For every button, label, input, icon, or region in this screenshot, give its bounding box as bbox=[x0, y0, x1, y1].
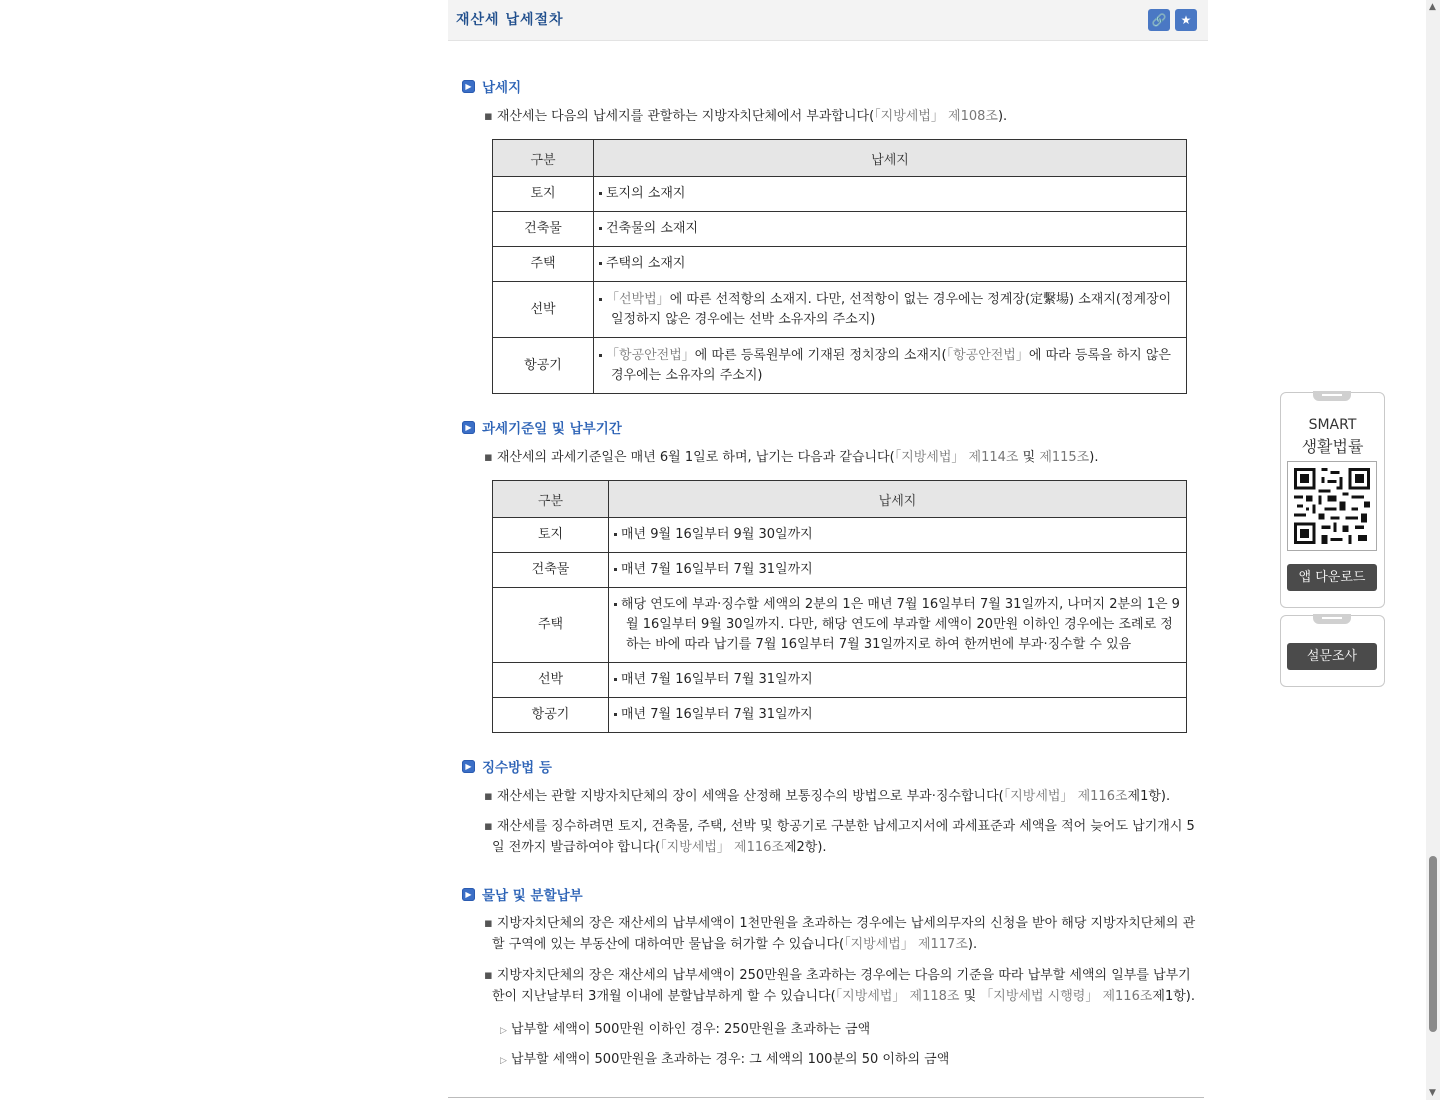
due-date-table bbox=[492, 480, 1187, 733]
arrow-right-icon: ▶ bbox=[462, 80, 475, 93]
arrow-right-icon: ▶ bbox=[462, 760, 475, 773]
law-link[interactable]: 「지방세법」 제116조 bbox=[660, 840, 784, 855]
section-2-intro: ▪ 재산세의 과세기준일은 매년 6월 1일로 하며, 납기는 다음과 같습니다(「지방세법」 제114조 및 제115조). bbox=[484, 450, 1099, 465]
table-row: 주택 주택의 소재지 bbox=[493, 247, 1187, 282]
table-row: 항공기 「항공안전법」에 따른 등록원부에 기재된 정치장의 소재지(「항공안전법」에 따라 등록을 하지 않은 경우에는 소유자의 주소지) bbox=[493, 338, 1187, 394]
scrollbar-thumb[interactable] bbox=[1429, 856, 1437, 1032]
section-title-napseji: ▶ 납세지 bbox=[462, 76, 521, 96]
section-4-para-1: ▪ 지방자치단체의 장은 재산세의 납부세액이 1천만원을 초과하는 경우에는 납세의무자의 신청을 받아 해당 지방자치단체의 관할 구역에 있는 부동산에 대하여만 물납을 허가할 수 있습니다(「지방세법」 제117조). bbox=[484, 916, 1196, 952]
law-link[interactable]: 「지방세법」 제114조 bbox=[894, 450, 1019, 465]
link-icon[interactable]: 🔗 bbox=[1148, 9, 1170, 31]
sub-item-2: ▷ 납부할 세액이 500만원을 초과하는 경우: 그 세액의 100분의 50 이하의 금액 bbox=[500, 1052, 950, 1067]
napseji-table bbox=[492, 139, 1187, 394]
section-1-intro: ▪ 재산세는 다음의 납세지를 관할하는 지방자치단체에서 부과합니다(「지방세법」 제108조). bbox=[484, 109, 1008, 124]
small-arrow-icon: ▷ bbox=[500, 1056, 507, 1066]
table-row: 선박 「선박법」에 따른 선적항의 소재지. 다만, 선적항이 없는 경우에는 정계장(定繫場) 소재지(정계장이 일정하지 않은 경우에는 선박 소유자의 주소지) bbox=[493, 282, 1187, 338]
law-link[interactable]: 「지방세법」 제118조 bbox=[835, 989, 960, 1004]
table-header: 납세지 bbox=[594, 140, 1187, 177]
law-link[interactable]: 「지방세법」 제108조 bbox=[874, 109, 998, 124]
table-row: 토지 매년 9월 16일부터 9월 30일까지 bbox=[493, 518, 1187, 553]
scroll-up-icon[interactable]: ▲ bbox=[1429, 2, 1436, 12]
qr-code-icon bbox=[1287, 461, 1377, 551]
section-3-para-1: ▪ 재산세는 관할 지방자치단체의 장이 세액을 산정해 보통징수의 방법으로 부과·징수합니다(「지방세법」 제116조제1항). bbox=[484, 789, 1171, 804]
section-title-due-date: ▶ 과세기준일 및 납부기간 bbox=[462, 417, 622, 437]
law-link[interactable]: 「지방세법」 제116조 bbox=[1003, 789, 1128, 804]
law-link[interactable]: 제115조 bbox=[1039, 450, 1090, 465]
table-row: 선박 매년 7월 16일부터 7월 31일까지 bbox=[493, 663, 1187, 698]
law-link[interactable]: 「지방세법 시행령」 제116조 bbox=[980, 989, 1153, 1004]
law-link[interactable]: 「항공안전법」 bbox=[606, 347, 695, 363]
table-row: 토지 토지의 소재지 bbox=[493, 177, 1187, 212]
survey-widget bbox=[1280, 615, 1385, 687]
table-row: 건축물 매년 7월 16일부터 7월 31일까지 bbox=[493, 553, 1187, 588]
sub-item-1: ▷ 납부할 세액이 500만원 이하인 경우: 250만원을 초과하는 금액 bbox=[500, 1022, 871, 1037]
law-link[interactable]: 「지방세법」 제117조 bbox=[844, 937, 968, 952]
table-header: 구분 bbox=[493, 481, 609, 518]
app-download-button[interactable]: 앱 다운로드 bbox=[1287, 564, 1377, 591]
survey-button[interactable]: 설문조사 bbox=[1287, 643, 1377, 670]
drag-handle-icon bbox=[1313, 614, 1351, 624]
table-header: 구분 bbox=[493, 140, 594, 177]
table-row: 주택 해당 연도에 부과·징수할 세액의 2분의 1은 매년 7월 16일부터 7월 31일까지, 나머지 2분의 1은 9월 16일부터 9월 30일까지. 다만, 해당 연도에 부과할 세액이 20만원 이하인 경우에는 조례로 정하는 바에 따라 납기를 7월 16일부터 7월 31일까지로 하여 한꺼번에 부과·징수할 수 있음 bbox=[493, 588, 1187, 663]
small-arrow-icon: ▷ bbox=[500, 1026, 507, 1036]
section-3-para-2: ▪ 재산세를 징수하려면 토지, 건축물, 주택, 선박 및 항공기로 구분한 납세고지서에 과세표준과 세액을 적어 늦어도 납기개시 5일 전까지 발급하여야 합니다(「지방세법」 제116조제2항). bbox=[484, 819, 1195, 855]
scroll-down-icon[interactable]: ▼ bbox=[1429, 1088, 1436, 1098]
vertical-scrollbar[interactable] bbox=[1426, 0, 1440, 1100]
table-header: 납세지 bbox=[609, 481, 1187, 518]
drag-handle-icon bbox=[1313, 391, 1351, 401]
arrow-right-icon: ▶ bbox=[462, 421, 475, 434]
section-title-collection: ▶ 징수방법 등 bbox=[462, 756, 552, 776]
law-link[interactable]: 「선박법」 bbox=[606, 291, 670, 307]
section-title-payment-in-kind: ▶ 물납 및 분할납부 bbox=[462, 884, 583, 904]
table-row: 항공기 매년 7월 16일부터 7월 31일까지 bbox=[493, 698, 1187, 733]
law-link[interactable]: 「항공안전법」 bbox=[946, 347, 1029, 363]
table-row: 건축물 건축물의 소재지 bbox=[493, 212, 1187, 247]
page-title: 재산세 납세절차 bbox=[456, 12, 564, 28]
arrow-right-icon: ▶ bbox=[462, 888, 475, 901]
smart-app-widget: SMART 생활법률 앱 다운로드 bbox=[1280, 392, 1385, 608]
divider bbox=[448, 1097, 1204, 1098]
star-icon[interactable]: ★ bbox=[1175, 9, 1197, 31]
section-4-para-2: ▪ 지방자치단체의 장은 재산세의 납부세액이 250만원을 초과하는 경우에는 다음의 기준을 따라 납부할 세액의 일부를 납부기한이 지난날부터 3개월 이내에 분할납부하게 할 수 있습니다(「지방세법」 제118조 및 「지방세법 시행령」 제116조제1항). bbox=[484, 968, 1195, 1004]
page-header bbox=[448, 0, 1208, 41]
